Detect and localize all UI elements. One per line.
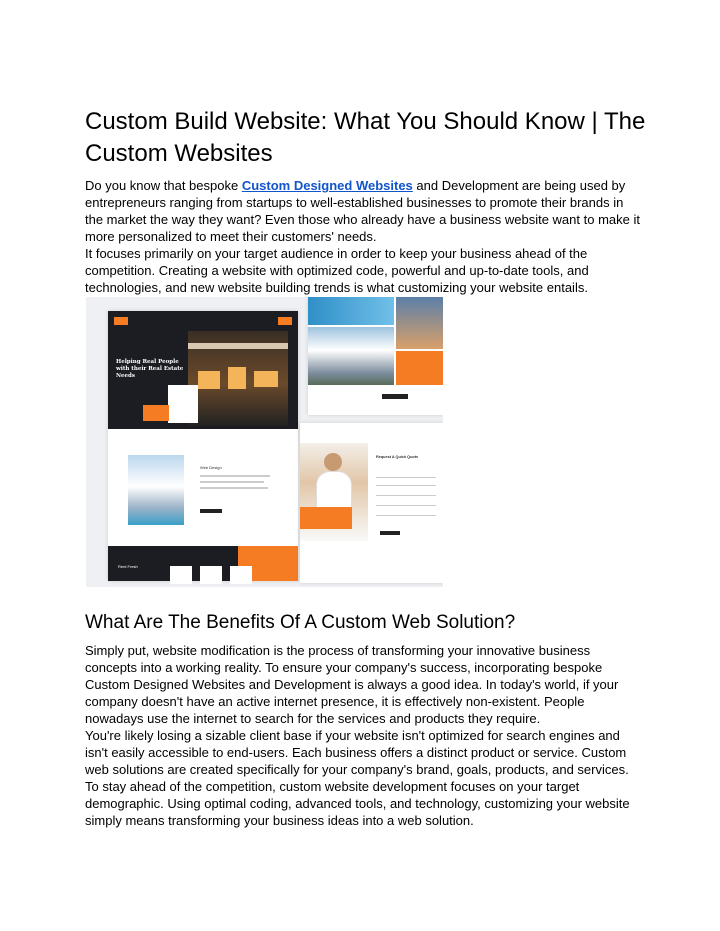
intro-second-paragraph: It focuses primarily on your target audience in order to keep your business ahead of the competition. Creating a website with optimized code, powerful and up-to-date tools, and technologies, and new website building trends is what customizing your website entails. (85, 246, 589, 295)
mockup-hero (108, 311, 298, 429)
mockup-hero-badge (143, 405, 169, 421)
benefits-paragraph-2: You're likely losing a sizable client base if your website isn't optimized for search engines and isn't easily accessible to end-users. Each business offers a distinct product or service. Custom web solutions are created specifically for your company's brand, goals, products, and services. To stay ahead of the competition, custom website development focuses on your target demographic. Using optimal coding, advanced tools, and technology, customizing your website simply means transforming your business ideas into a web solution. (85, 728, 630, 828)
mockup-right-top-page (308, 297, 443, 415)
mockup-person-orange-block (300, 507, 352, 529)
mockup-sunset-photo (396, 297, 443, 349)
mockup-logo (114, 317, 128, 325)
mockup-orange-block (396, 351, 443, 385)
mockup-form-heading: Request A Quick Quote (376, 455, 419, 459)
page-title: Custom Build Website: What You Should Know | The Custom Websites (85, 108, 646, 167)
website-mockup-image (86, 297, 443, 587)
mockup-left-page (108, 311, 298, 581)
mockup-footer-label: Rent Fresh (118, 564, 138, 569)
benefits-text (85, 642, 640, 829)
mockup-house-photo-dark (188, 331, 288, 426)
intro-before-link: Do you know that bespoke (85, 178, 242, 193)
intro-text (85, 177, 640, 296)
mockup-right-bottom-page (300, 423, 443, 583)
mockup-pool-photo (308, 297, 394, 325)
benefits-paragraph-1: Simply put, website modification is the process of transforming your innovative business concepts into a working reality. To ensure your company's success, incorporating bespoke Custom Designed Websites and Development is always a good idea. In today's world, if your company doesn't have an active internet presence, it is effectively non-existent. People nowadays use the internet to search for the services and products they require. (85, 643, 619, 726)
custom-designed-websites-link[interactable]: Custom Designed Websites (241, 178, 413, 193)
mockup-house-photo-white (128, 455, 184, 525)
section-heading-benefits: What Are The Benefits Of A Custom Web Solution? (85, 612, 516, 633)
mockup-subsection-label: Web Design (200, 465, 222, 470)
intro-after-link: and Development are being used by entrepreneurs ranging from startups to well-established businesses to promote their brands in the market the way they want? Even those who already have a business website want to make it more personalized to meet their customers' needs. (85, 178, 640, 244)
mockup-menu-button (278, 317, 292, 325)
mockup-villa-photo (308, 327, 394, 385)
mockup-quote-card (168, 385, 198, 423)
mockup-hero-text: Helping Real People with their Real Estate Needs (116, 359, 184, 379)
